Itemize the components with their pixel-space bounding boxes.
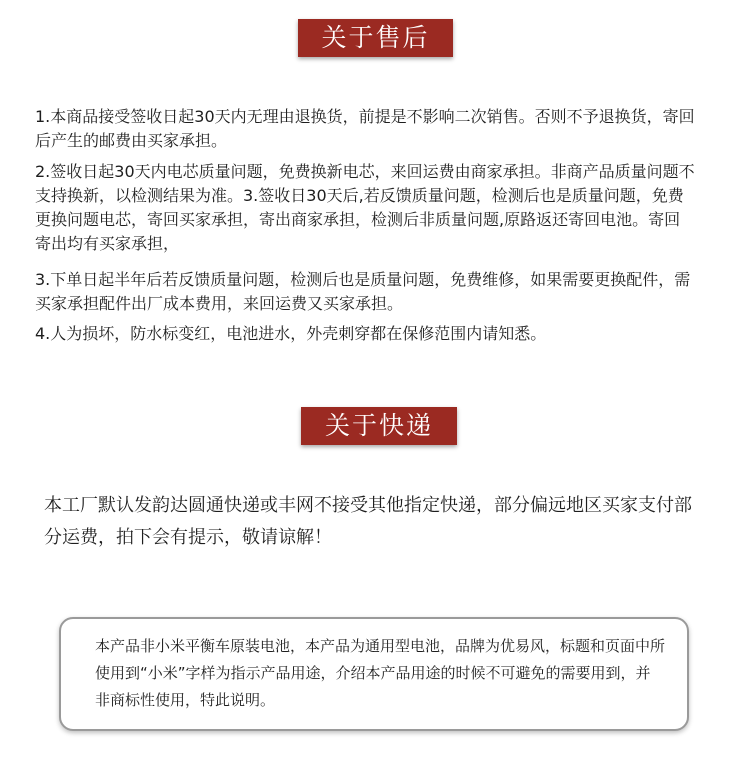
after-sale-item-3: 3.下单日起半年后若反馈质量问题，检测后也是质量问题，免费维修，如果需要更换配件，需买家承担配件出厂成本费用，来回运费又买家承担。	[35, 270, 691, 313]
after-sale-item-2: 2.签收日起30天内电芯质量问题，免费换新电芯，来回运费由商家承担。非商产品质量问题不支持换新，以检测结果为准。3.签收日30天后,若反馈质量问题，检测后也是质量问题，免费更换问题电芯，寄回买家承担，寄出商家承担，检测后非质量问题,原路返还寄回电池。寄回寄出均有买家承担，	[35, 162, 695, 253]
shipping-policy-text: 本工厂默认发韵达圆通快递或丰网不接受其他指定快递，部分偏远地区买家支付部分运费，拍下会有提示，敬请谅解！	[44, 495, 692, 548]
shipping-title-banner	[301, 407, 457, 445]
shipping-title: 关于快递	[324, 411, 433, 440]
after-sale-title: 关于售后	[321, 23, 430, 52]
trademark-notice-box	[59, 617, 689, 731]
after-sale-title-banner	[298, 19, 453, 57]
after-sale-item-4: 4.人为损坏，防水标变红，电池进水，外壳刺穿都在保修范围内请知悉。	[35, 324, 547, 343]
after-sale-item-1: 1.本商品接受签收日起30天内无理由退换货，前提是不影响二次销售。否则不予退换货，寄回后产生的邮费由买家承担。	[35, 107, 695, 150]
trademark-notice-text: 本产品非小米平衡车原装电池，本产品为通用型电池，品牌为优易风，标题和页面中所使用到“小米”字样为指示产品用途，介绍本产品用途的时候不可避免的需要用到，并非商标性使用，特此说明。	[95, 637, 666, 709]
